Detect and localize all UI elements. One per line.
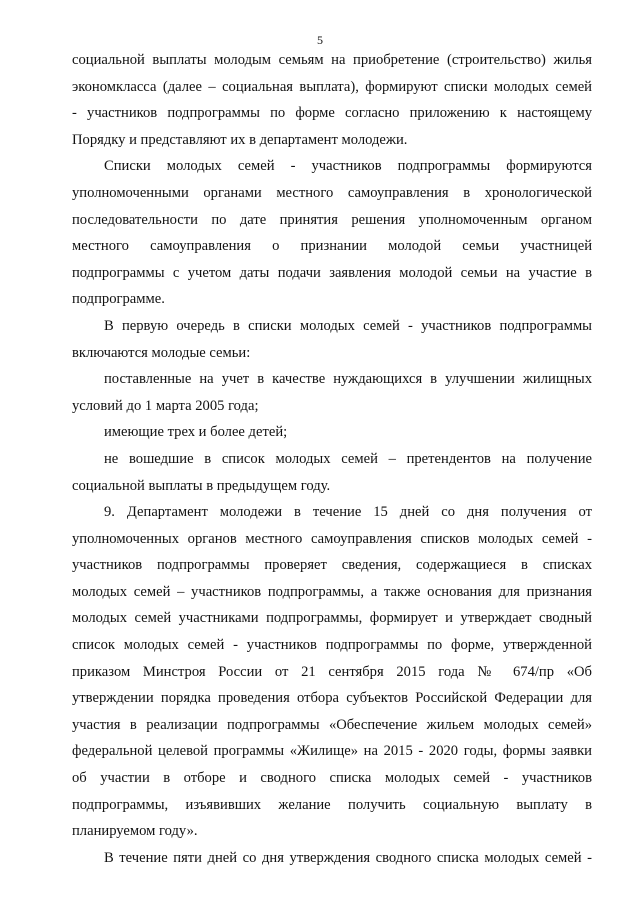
text-line: 9. Департамент молодежи в течение 15 дней со дня получения от [104,504,592,521]
text-line: социальной выплаты в предыдущем году. [72,477,331,494]
text-line: участников подпрограммы проверяет сведения, содержащиеся в списках [72,557,592,574]
text-line: утверждении порядка проведения отбора субъектов Российской Федерации для [72,690,592,707]
text-line: - участников подпрограммы по форме согласно приложению к настоящему [72,105,592,122]
text-line: молодых семей участниками подпрограммы, формирует и утверждает сводный [72,610,592,627]
text-line: не вошедшие в список молодых семей – претендентов на получение [104,450,592,467]
text-line: социальной выплаты молодым семьям на приобретение (строительство) жилья [72,52,592,68]
text-line: Списки молодых семей - участников подпрограммы формируются [104,158,592,175]
text-line: В течение пяти дней со дня утверждения сводного списка молодых семей - [104,849,592,866]
text-line: об участии в отборе и сводного списка молодых семей - участников [72,770,592,787]
text-line: участия в реализации подпрограммы «Обеспечение жильем молодых семей» [72,716,592,733]
text-line: местного самоуправления о признании молодой семьи участницей [72,238,592,255]
text-line: В первую очередь в списки молодых семей - участников подпрограммы [104,317,592,334]
text-line: уполномоченными органами местного самоуправления в хронологической [72,184,592,201]
text-line: федеральной целевой программы «Жилище» на 2015 - 2020 годы, формы заявки [72,743,592,760]
document-body [72,47,592,871]
text-line: последовательности по дате принятия решения уполномоченным органом [72,211,592,228]
text-line: Порядку и представляют их в департамент молодежи. [72,131,408,148]
text-line: условий до 1 марта 2005 года; [72,397,259,414]
text-line: включаются молодые семьи: [72,344,251,361]
text-line: экономкласса (далее – социальная выплата), формируют списки молодых семей [72,78,592,95]
text-line: подпрограмме. [72,291,165,308]
text-line: приказом Минстроя России от 21 сентября 2015 года № 674/пр «Об [72,663,592,680]
text-line: планируемом году». [72,823,198,840]
text-line: подпрограммы с учетом даты подачи заявления молодой семьи на участие в [72,264,592,281]
text-line: уполномоченных органов местного самоуправления списков молодых семей - [72,530,592,547]
text-line: подпрограммы, изъявивших желание получить социальную выплату в [72,796,592,813]
text-line: поставленные на учет в качестве нуждающихся в улучшении жилищных [104,371,592,388]
text-line: список молодых семей - участников подпрограммы по форме, утвержденной [72,637,592,654]
text-line: молодых семей – участников подпрограммы, а также основания для признания [72,583,592,600]
page-number: 5 [317,33,323,47]
text-line: имеющие трех и более детей; [104,424,288,441]
